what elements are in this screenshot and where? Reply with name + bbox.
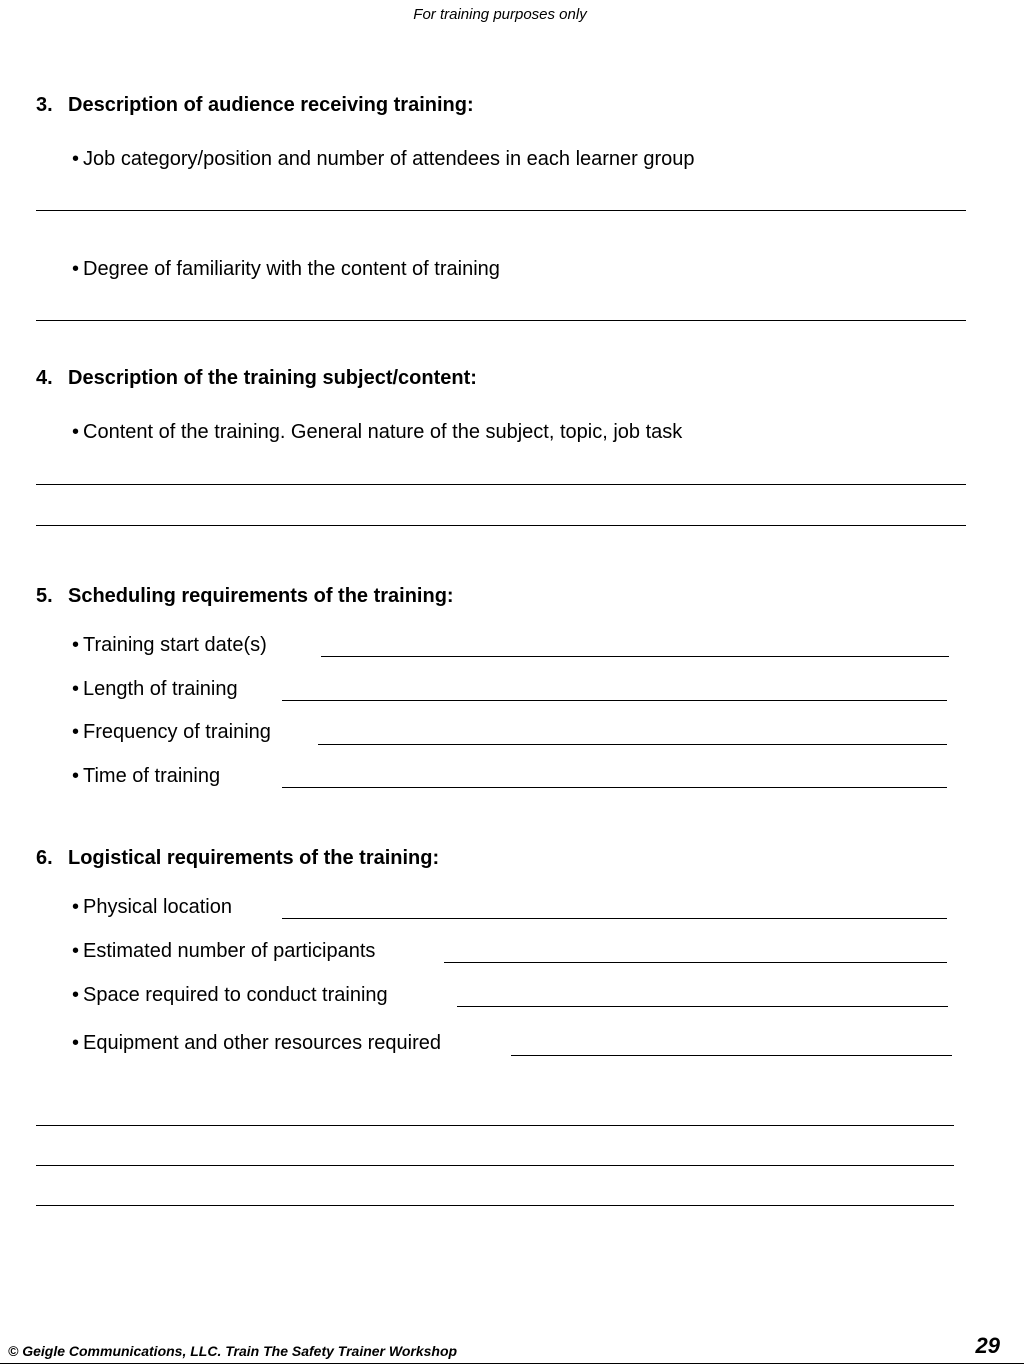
footer-divider	[0, 1363, 1024, 1364]
answer-line-equipment-1[interactable]	[36, 1125, 954, 1126]
footer-copyright: © Geigle Communications, LLC. Train The Safety Trainer Workshop	[8, 1343, 458, 1359]
section-number: 4.	[36, 367, 53, 389]
space-blank[interactable]	[457, 1006, 948, 1007]
field-label: Estimated number of participants	[83, 940, 376, 962]
field-label: Length of training	[83, 678, 238, 700]
bullet-job-category	[72, 148, 695, 171]
start-date-blank[interactable]	[321, 656, 949, 657]
bullet-dot: •	[72, 896, 80, 918]
bullet-dot: •	[72, 984, 80, 1006]
field-label-time	[72, 765, 220, 788]
field-label: Time of training	[83, 765, 221, 787]
frequency-blank[interactable]	[318, 744, 947, 745]
bullet-dot: •	[72, 148, 80, 170]
bullet-dot: •	[72, 258, 80, 280]
equipment-blank[interactable]	[511, 1055, 952, 1056]
answer-line-content-1[interactable]	[36, 484, 966, 485]
section-number: 6.	[36, 847, 53, 869]
page-number: 29	[975, 1333, 1000, 1358]
answer-line-content-2[interactable]	[36, 525, 966, 526]
time-blank[interactable]	[282, 787, 947, 788]
field-label-equipment	[72, 1032, 441, 1055]
section-number: 5.	[36, 585, 53, 607]
bullet-text: Content of the training. General nature of the subject, topic, job task	[83, 421, 683, 443]
field-label-length	[72, 678, 238, 701]
field-label-participants	[72, 940, 375, 963]
section-title: Description of audience receiving training:	[68, 94, 474, 116]
section-6-heading	[36, 847, 439, 870]
section-5-heading	[36, 585, 454, 608]
location-blank[interactable]	[282, 918, 947, 919]
field-label: Frequency of training	[83, 721, 271, 743]
field-label: Equipment and other resources required	[83, 1032, 442, 1054]
section-3-heading	[36, 94, 474, 117]
bullet-dot: •	[72, 1032, 80, 1054]
answer-line-equipment-3[interactable]	[36, 1205, 954, 1206]
section-4-heading	[36, 367, 477, 390]
answer-line-equipment-2[interactable]	[36, 1165, 954, 1166]
field-label: Space required to conduct training	[83, 984, 388, 1006]
answer-line-job-category[interactable]	[36, 210, 966, 211]
bullet-dot: •	[72, 721, 80, 743]
section-title: Description of the training subject/content:	[68, 367, 477, 389]
length-blank[interactable]	[282, 700, 947, 701]
bullet-dot: •	[72, 678, 80, 700]
header-note: For training purposes only	[413, 6, 587, 23]
participants-blank[interactable]	[444, 962, 947, 963]
answer-line-familiarity[interactable]	[36, 320, 966, 321]
field-label: Physical location	[83, 896, 232, 918]
bullet-dot: •	[72, 421, 80, 443]
field-label: Training start date(s)	[83, 634, 267, 656]
field-label-location	[72, 896, 232, 919]
bullet-text: Job category/position and number of attendees in each learner group	[83, 148, 695, 170]
section-title: Scheduling requirements of the training:	[68, 585, 454, 607]
bullet-text: Degree of familiarity with the content of training	[83, 258, 500, 280]
field-label-start-date	[72, 634, 267, 657]
bullet-familiarity	[72, 258, 500, 281]
bullet-dot: •	[72, 940, 80, 962]
field-label-frequency	[72, 721, 271, 744]
bullet-dot: •	[72, 765, 80, 787]
field-label-space	[72, 984, 388, 1007]
section-title: Logistical requirements of the training:	[68, 847, 440, 869]
section-number: 3.	[36, 94, 53, 116]
bullet-dot: •	[72, 634, 80, 656]
bullet-content	[72, 421, 682, 444]
